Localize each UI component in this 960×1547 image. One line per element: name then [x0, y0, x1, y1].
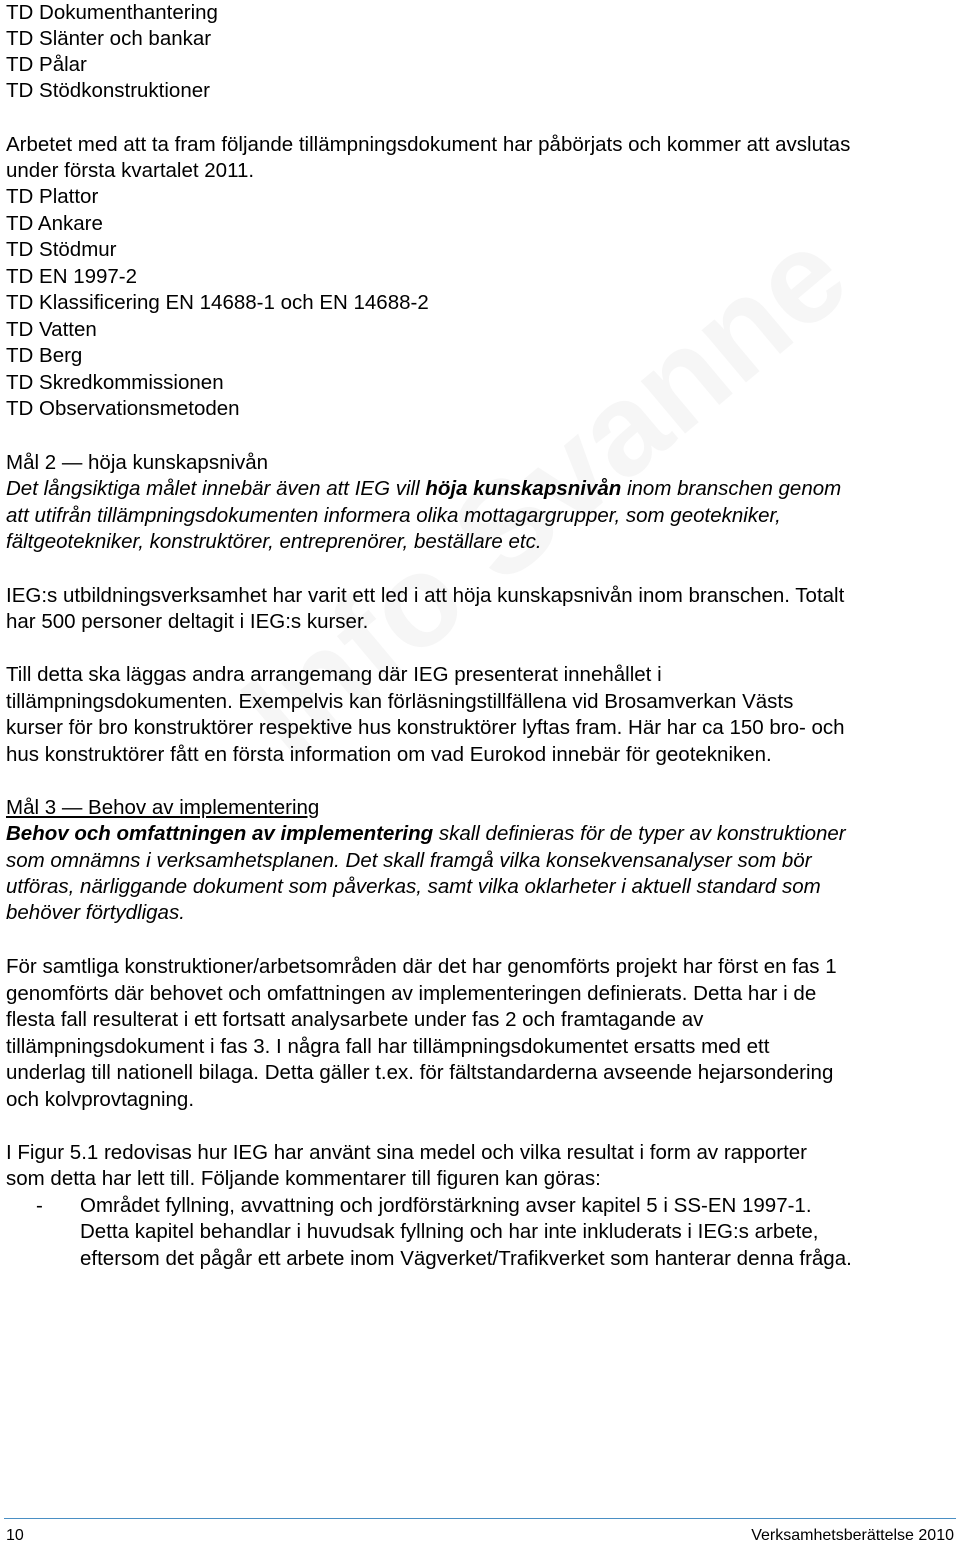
paragraph-line: tillämpningsdokument i fas 3. I några fall har tillämpningsdokumentet ersatts med ett	[6, 1035, 770, 1058]
paragraph-line: under första kvartalet 2011.	[6, 159, 255, 182]
paragraph-line: tillämpningsdokumenten. Exempelvis kan förläsningstillfällena vid Brosamverkan Västs	[6, 690, 794, 713]
paragraph-line: som detta har lett till. Följande kommentarer till figuren kan göras:	[6, 1167, 601, 1190]
bullet-line: Detta kapitel behandlar i huvudsak fyllning och har inte inkluderats i IEG:s arbete,	[80, 1220, 819, 1243]
paragraph-line: att utifrån tillämpningsdokumenten informera olika mottagargrupper, som geotekniker,	[6, 504, 781, 527]
paragraph-line: som omnämns i verksamhetsplanen. Det skall framgå vilka konsekvensanalyser som bör	[6, 849, 812, 872]
paragraph-line: underlag till nationell bilaga. Detta gäller t.ex. för fältstandarderna avseende hejarsondering	[6, 1061, 834, 1084]
section-heading: Mål 3 — Behov av implementering	[6, 796, 320, 819]
section-heading: Mål 2 — höja kunskapsnivån	[6, 451, 269, 474]
text-run: Det långsiktiga målet innebär även att IEG vill	[6, 477, 426, 500]
paragraph-line: behöver förtydligas.	[6, 901, 185, 924]
bullet-dash: -	[36, 1194, 43, 1217]
footer-title: Verksamhetsberättelse 2010	[751, 1527, 954, 1544]
list-item: TD Berg	[6, 344, 83, 367]
bullet-line: eftersom det pågår ett arbete inom Vägverket/Trafikverket som hanterar denna fråga.	[80, 1247, 852, 1270]
paragraph-line: För samtliga konstruktioner/arbetsområden där det har genomförts projekt har först en fas 1	[6, 955, 837, 978]
emphasis-text: höja kunskapsnivån	[425, 477, 622, 500]
paragraph-line: I Figur 5.1 redovisas hur IEG har använt sina medel och vilka resultat i form av rapporter	[6, 1141, 808, 1164]
list-item: TD Stödmur	[6, 238, 117, 261]
list-item: TD Vatten	[6, 318, 97, 341]
list-item: TD EN 1997-2	[6, 265, 138, 288]
list-item: TD Stödkonstruktioner	[6, 79, 210, 102]
list-item: TD Klassificering EN 14688-1 och EN 14688-2	[6, 291, 429, 314]
list-item: TD Pålar	[6, 53, 87, 76]
paragraph-line: Arbetet med att ta fram följande tillämpningsdokument har påbörjats och kommer att avslutas	[6, 133, 851, 156]
page-number: 10	[6, 1527, 24, 1544]
text-run: inom branschen genom	[621, 477, 842, 500]
text-run: skall definieras för de typer av konstruktioner	[433, 822, 846, 845]
paragraph-line: hus konstruktörer fått en första information om vad Eurokod innebär för geotekniken.	[6, 743, 772, 766]
paragraph-line: utföras, närliggande dokument som påverkas, samt vilka oklarheter i aktuell standard som	[6, 875, 821, 898]
paragraph-line: fältgeotekniker, konstruktörer, entreprenörer, beställare etc.	[6, 530, 542, 553]
paragraph-line: Till detta ska läggas andra arrangemang där IEG presenterat innehållet i	[6, 663, 662, 686]
paragraph-line: flesta fall resulterat i ett fortsatt analysarbete under fas 2 och framtagande av	[6, 1008, 704, 1031]
list-item: TD Slänter och bankar	[6, 27, 212, 50]
paragraph-line: och kolvprovtagning.	[6, 1088, 195, 1111]
footer-divider	[4, 1518, 956, 1519]
list-item: TD Ankare	[6, 212, 103, 235]
emphasis-text: Behov och omfattningen av implementering	[6, 822, 434, 845]
bullet-line: Området fyllning, avvattning och jordförstärkning avser kapitel 5 i SS-EN 1997-1.	[80, 1194, 812, 1217]
list-item: TD Plattor	[6, 185, 99, 208]
paragraph-line: kurser för bro konstruktörer respektive hus konstruktörer lyftas fram. Här har ca 150 bro- och	[6, 716, 845, 739]
paragraph-line: har 500 personer deltagit i IEG:s kurser.	[6, 610, 369, 633]
paragraph-line	[6, 476, 841, 502]
list-item: TD Observationsmetoden	[6, 397, 240, 420]
paragraph-line	[6, 821, 846, 847]
paragraph-line: genomförts där behovet och omfattningen av implementeringen definierats. Detta har i de	[6, 982, 817, 1005]
list-item: TD Dokumenthantering	[6, 1, 218, 24]
list-item: TD Skredkommissionen	[6, 371, 224, 394]
paragraph-line: IEG:s utbildningsverksamhet har varit ett led i att höja kunskapsnivån inom branschen. Totalt	[6, 584, 845, 607]
